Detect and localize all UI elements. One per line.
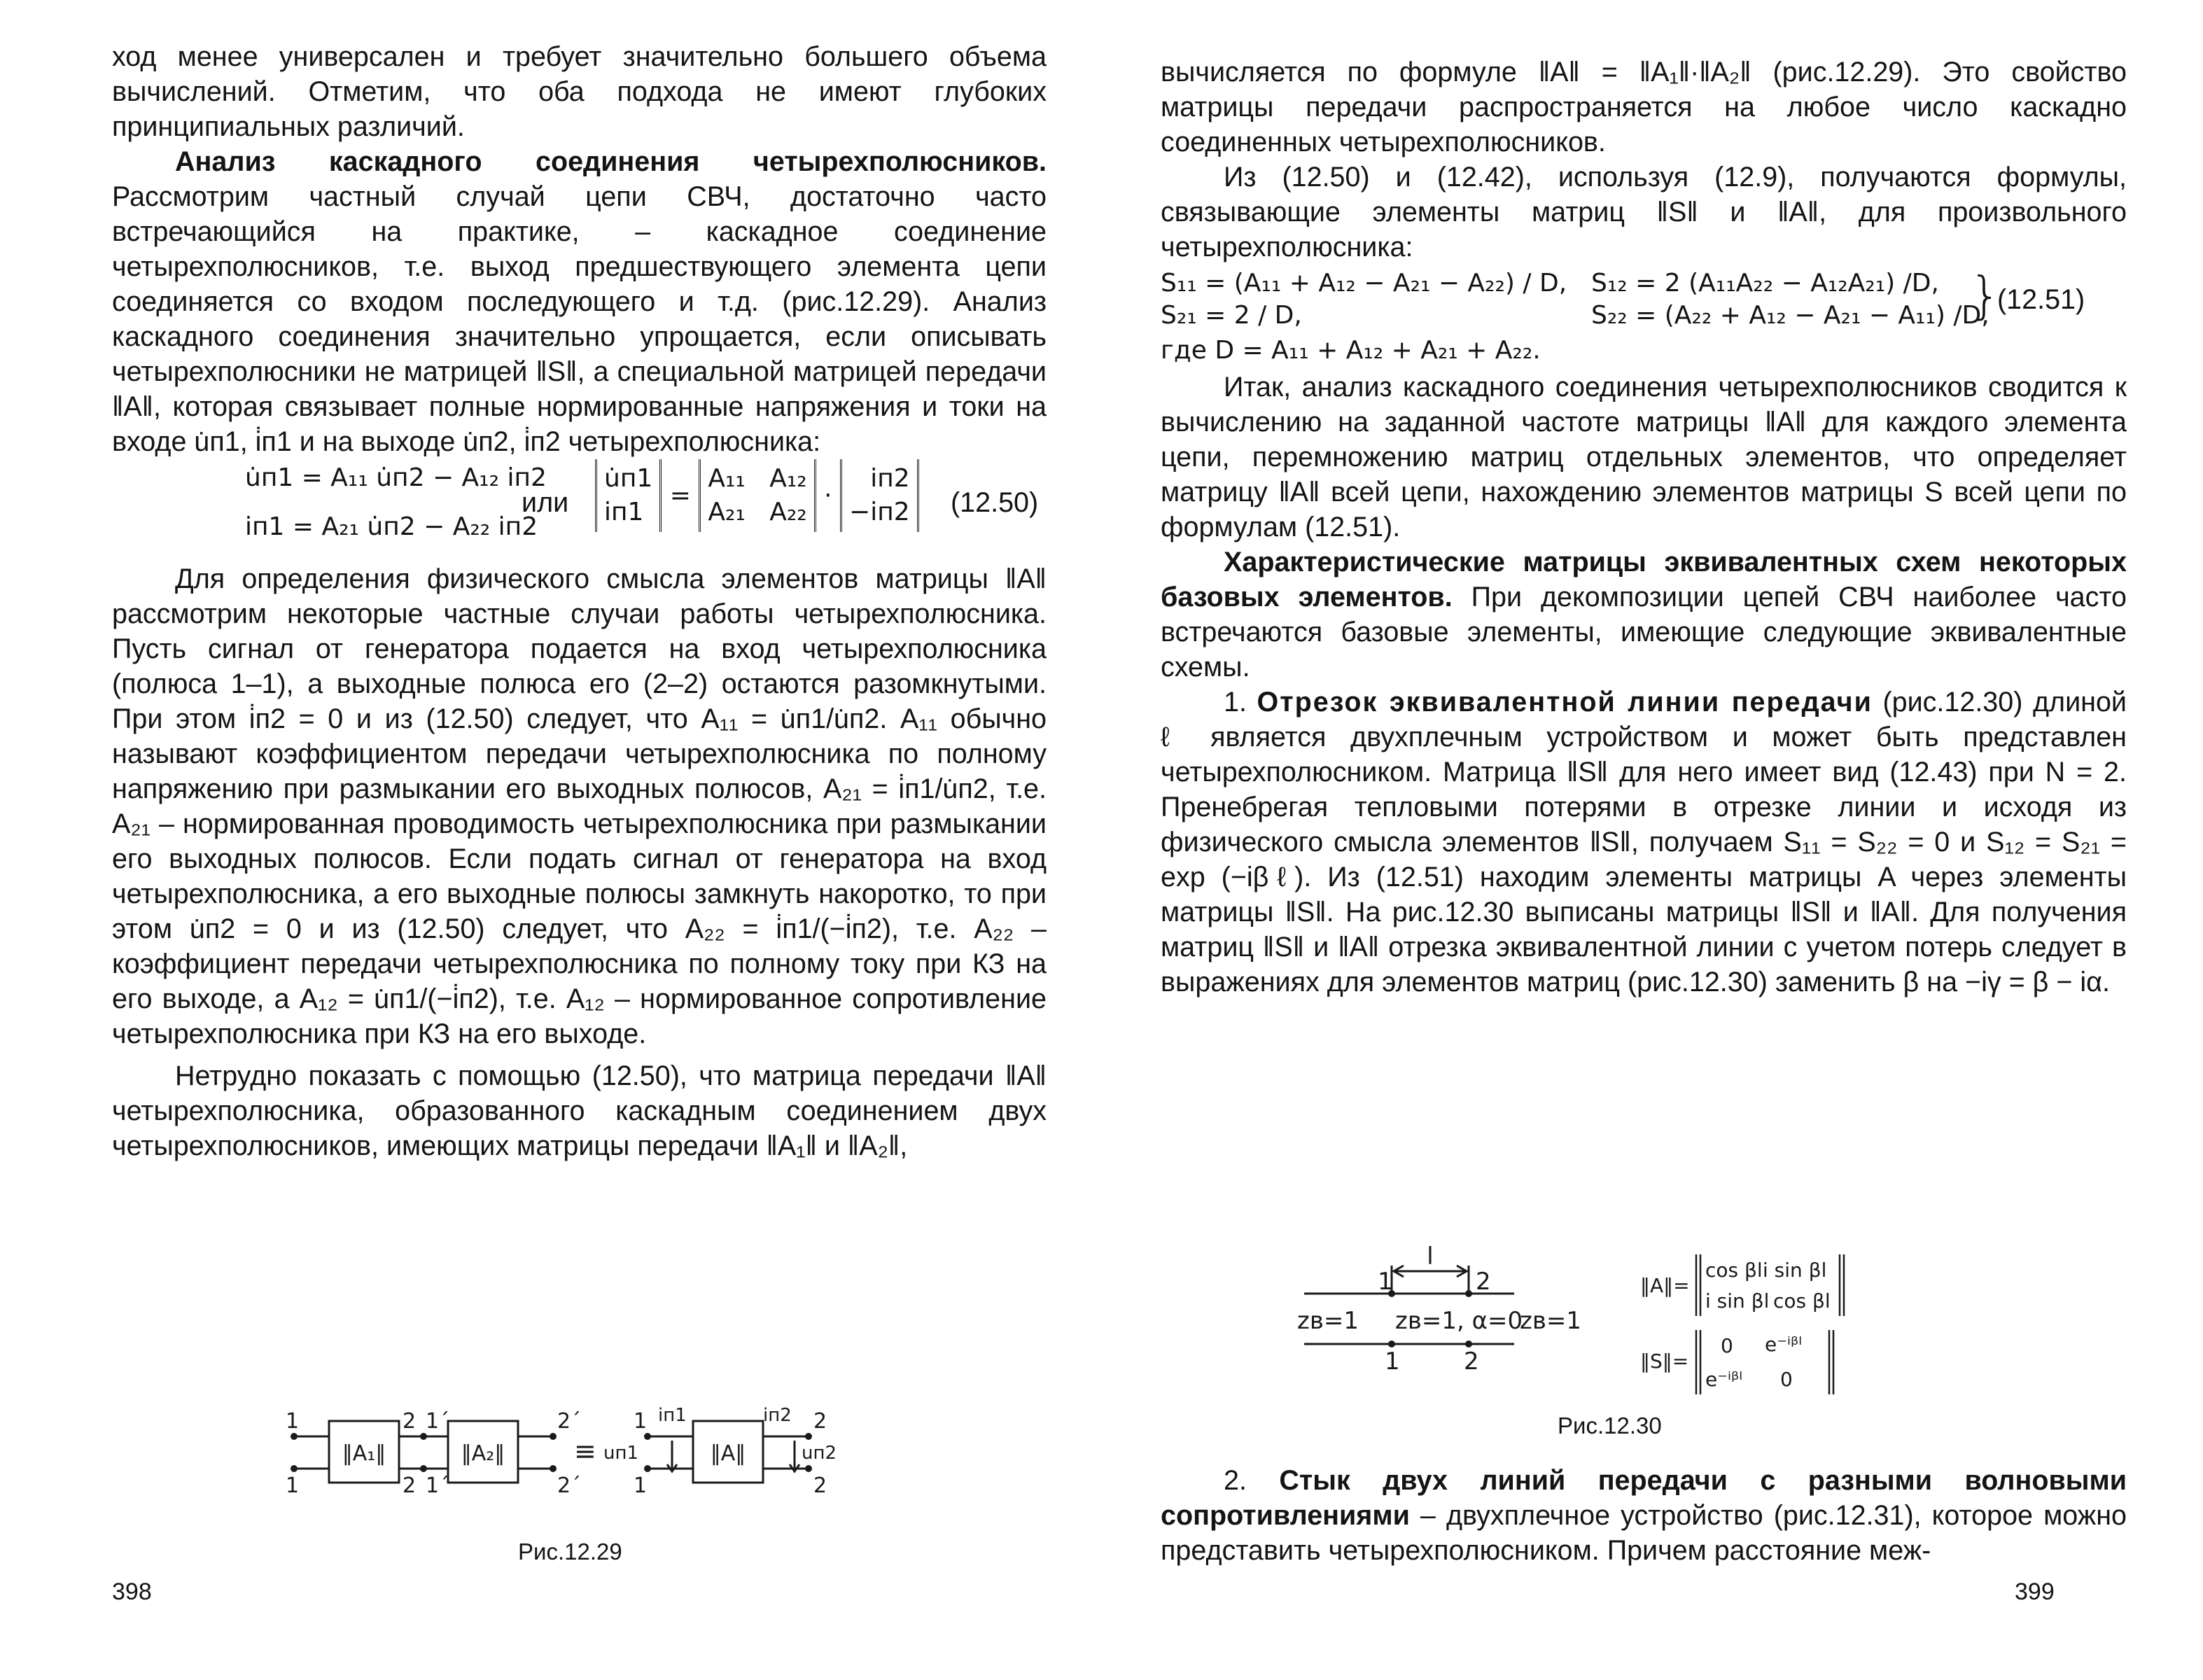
matrix-s-cell: 0: [1721, 1334, 1733, 1357]
vector-left: u̇п1 i̇п1: [595, 459, 662, 532]
paragraph: [1161, 1463, 2127, 1568]
voltage-label: uп2: [802, 1443, 837, 1464]
right-text-column: [1161, 55, 2127, 1000]
section-heading: Отрезок эквивалентной линии передачи: [1257, 687, 1873, 718]
block-label: ‖A‖: [710, 1441, 746, 1466]
equation-number: (12.50): [951, 487, 1039, 518]
equiv-sign: ≡: [574, 1436, 596, 1466]
port-label: 1: [286, 1409, 300, 1434]
port-label: 1´: [426, 1474, 450, 1498]
equation-12-50: [112, 459, 1047, 561]
equation-line: S₂₂ = (A₂₂ + A₁₂ − A₂₁ − A₁₁) /D,: [1591, 301, 1989, 330]
section-heading: Характеристические матрицы эквивалентных схем некоторых базовых элементов.: [1161, 547, 2127, 612]
left-page: [0, 0, 1101, 1680]
equation-line: S₂₁ = 2 / D,: [1161, 301, 1302, 330]
equation-line: i̇п1 = A₂₁ u̇п2 − A₂₂ i̇п2: [245, 512, 538, 541]
paragraph: Для определения физического смысла элементов матрицы ‖A‖ рассмотрим некоторые частные случаи работы четырехполюсника. Пусть сигнал от генератора подается на вход четырехполюсника (полюса 1–1), а выходные полюса его (2–2) остаются разомкнутыми. При этом i̇п2 = 0 и из (12.50) следует, что A₁₁ = u̇п1/u̇п2. A₁₁ обычно называют коэффициентом передачи четырехполюсника по полному напряжению при размыкании его выходных полюсов, A₂₁ = i̇п1/u̇п2, т.е. A₂₁ – нормированная проводимость четырехполюсника при размыкании его выходных полюсов. Если подать сигнал от генератора на вход четырехполюсника, а его выходные полюсы замкнуть накоротко, то при этом u̇п2 = 0 и из (12.50) следует, что A₂₂ = i̇п1/(−i̇п2), т.е. A₂₂ – коэффициент передачи четырехполюсника по полному току при КЗ на его выходе, а A₁₂ = u̇п1/(−i̇п2), т.е. A₁₂ – нормированное сопротивление четырехполюсника при КЗ на его выходе.: [112, 564, 1047, 1049]
impedance-label: zв=1: [1297, 1307, 1359, 1335]
terminal: [1465, 1290, 1472, 1297]
section-heading: Анализ каскадного соединения четырехполюсников.: [175, 146, 1047, 177]
paragraph: ход менее универсален и требует значительно большего объема вычислений. Отметим, что оба подхода не имеют глубоких принципиальных различий.: [112, 41, 1047, 142]
impedance-label: zв=1, α=0: [1395, 1307, 1523, 1335]
port-label: 2: [813, 1409, 827, 1434]
matrix-a-label: ‖A‖=: [1640, 1274, 1690, 1297]
port-label: 2: [1476, 1268, 1491, 1296]
equation-line: S₁₁ = (A₁₁ + A₁₂ − A₂₁ − A₂₂) / D,: [1161, 269, 1567, 298]
terminal: [644, 1433, 651, 1440]
matrix-s-cell: 0: [1780, 1368, 1793, 1391]
terminal: [805, 1465, 812, 1472]
matrix-a-cell: cos βl: [1705, 1259, 1763, 1282]
paragraph-text: Рассмотрим частный случай цепи СВЧ, достаточно часто встречающийся на практике, – каскадное соединение четырехполюсников, т.е. выход предшествующего элемента цепи соединяется со входом последующего и т.д. (рис.12.29). Анализ каскадного соединения значительно упрощается, если описывать четырехполюсники не матрицей ‖S‖, а специальной матрицей передачи ‖A‖, которая связывает полные нормированные напряжения и токи на входе u̇п1, i̇п1 и на выходе u̇п2, i̇п2 четырехполюсника:: [112, 181, 1047, 457]
terminal: [1388, 1340, 1395, 1348]
terminal: [644, 1465, 651, 1472]
paragraph: Нетрудно показать с помощью (12.50), что матрица передачи ‖A‖ четырехполюсника, образованного каскадным соединением двух четырехполюсников, имеющих матрицы передачи ‖A₁‖ и ‖A₂‖,: [112, 1060, 1047, 1161]
matrix-s-cell: e⁻ⁱᵝˡ: [1765, 1333, 1802, 1356]
port-label: 2: [403, 1474, 417, 1498]
terminal: [420, 1465, 427, 1472]
port-label: 1: [634, 1409, 648, 1434]
brace-icon: }: [1969, 266, 2001, 325]
equation-number: (12.51): [1997, 284, 2085, 315]
current-label: iп2: [763, 1405, 792, 1426]
paragraph: [1161, 685, 2127, 1000]
equation-line: где D = A₁₁ + A₁₂ + A₂₁ + A₂₂.: [1161, 336, 1541, 365]
terminal: [550, 1433, 557, 1440]
equation-matrix-form: u̇п1 i̇п1 = A₁₁ A₁₂ A₂₁ A₂₂ · i̇п2 −i̇п2: [595, 459, 919, 532]
matrix-a-cell: i sin βl: [1763, 1259, 1827, 1282]
section-heading: Стык двух линий передачи с разными волновыми сопротивлениями: [1161, 1465, 2127, 1531]
terminal: [805, 1433, 812, 1440]
current-label: iп1: [658, 1405, 687, 1426]
port-label: 2: [403, 1409, 417, 1434]
vector-right: i̇п2 −i̇п2: [840, 459, 919, 532]
matrix-a-cell: cos βl: [1773, 1289, 1831, 1312]
equation-or: или: [522, 487, 569, 518]
length-label: l: [1427, 1246, 1434, 1270]
port-label: 2: [813, 1474, 827, 1498]
matrix-s-cell: e⁻ⁱᵝˡ: [1705, 1368, 1742, 1391]
list-number: 2.: [1224, 1465, 1247, 1496]
port-label: 1: [1385, 1348, 1400, 1376]
port-label: 1: [1378, 1268, 1393, 1296]
figure-12-30: [1297, 1246, 2067, 1407]
list-number: 1.: [1224, 687, 1247, 718]
left-text-column: [112, 39, 1047, 1163]
equation-line: S₁₂ = 2 (A₁₁A₂₂ − A₁₂A₂₁) /D,: [1591, 269, 1939, 298]
matrix-a: A₁₁ A₁₂ A₂₁ A₂₂: [699, 459, 816, 532]
paragraph: [112, 144, 1047, 459]
matrix-s-label: ‖S‖=: [1640, 1350, 1689, 1373]
figure-caption: Рис.12.29: [518, 1539, 622, 1564]
paragraph-text: (рис.12.30) длиной ℓ является двухплечным устройством и может быть представлен четырехполюсником. Матрица ‖S‖ для него имеет вид (12.43) при N = 2. Пренебрегая тепловыми потерями в отрезке линии и исходя из физического смысла элементов ‖S‖, получаем S₁₁ = S₂₂ = 0 и S₁₂ = S₂₁ = exp (−iβℓ). Из (12.51) находим элементы матрицы A через элементы матрицы ‖S‖. На рис.12.30 выписаны матрицы ‖S‖ и ‖A‖. Для получения матриц ‖S‖ и ‖A‖ отрезка эквивалентной линии с учетом потерь следует в выражениях для элементов матриц (рис.12.30) заменить β на −iγ = β − iα.: [1161, 687, 2127, 997]
paragraph: вычисляется по формуле ‖A‖ = ‖A₁‖·‖A₂‖ (рис.12.29). Это свойство матрицы передачи распространяется на любое число каскадно соединенных четырехполюсников.: [1161, 57, 2127, 158]
port-label: 1: [634, 1474, 648, 1498]
port-label: 2´: [557, 1474, 582, 1498]
paragraph: Из (12.50) и (12.42), используя (12.9), получаются формулы, связывающие элементы матриц ‖S‖ и ‖A‖, для произвольного четырехполюсника:: [1161, 162, 2127, 262]
figure-caption: Рис.12.30: [1558, 1413, 1662, 1438]
matrix-a-cell: i sin βl: [1705, 1289, 1770, 1312]
voltage-label: uп1: [603, 1443, 639, 1464]
paragraph: [1161, 545, 2127, 685]
equation-line: u̇п1 = A₁₁ u̇п2 − A₁₂ i̇п2: [245, 463, 547, 492]
page-number: 399: [2015, 1578, 2055, 1605]
port-label: 1´: [426, 1409, 450, 1434]
port-label: 2: [1464, 1348, 1479, 1376]
terminal: [550, 1465, 557, 1472]
block-label: ‖A₁‖: [342, 1441, 386, 1466]
paragraph-text: При декомпозиции цепей СВЧ наиболее часто встречаются базовые элементы, имеющие следующие эквивалентные схемы.: [1161, 582, 2127, 682]
port-label: 2´: [557, 1409, 582, 1434]
impedance-label: zв=1: [1520, 1307, 1582, 1335]
terminal: [1465, 1340, 1472, 1348]
equation-12-51: [1161, 265, 2127, 370]
block-label: ‖A₂‖: [461, 1441, 505, 1466]
figure-12-29: [280, 1400, 889, 1522]
terminal: [291, 1433, 298, 1440]
right-page: [1101, 0, 2203, 1680]
port-label: 1: [286, 1474, 300, 1498]
terminal: [291, 1465, 298, 1472]
paragraph-text: – двухплечное устройство (рис.12.31), которое можно представить четырехполюсником. Причем расстояние меж-: [1161, 1500, 2127, 1566]
paragraph: Итак, анализ каскадного соединения четырехполюсников сводится к вычислению на заданной частоте матрицы ‖A‖ для каждого элемента цепи, перемножению матриц отдельных элементов, что определяет матрицу ‖A‖ всей цепи, нахождению элементов матрицы S всей цепи по формулам (12.51).: [1161, 372, 2127, 542]
right-text-column-bottom: [1161, 1463, 2127, 1568]
terminal: [420, 1433, 427, 1440]
page-number: 398: [112, 1578, 152, 1605]
